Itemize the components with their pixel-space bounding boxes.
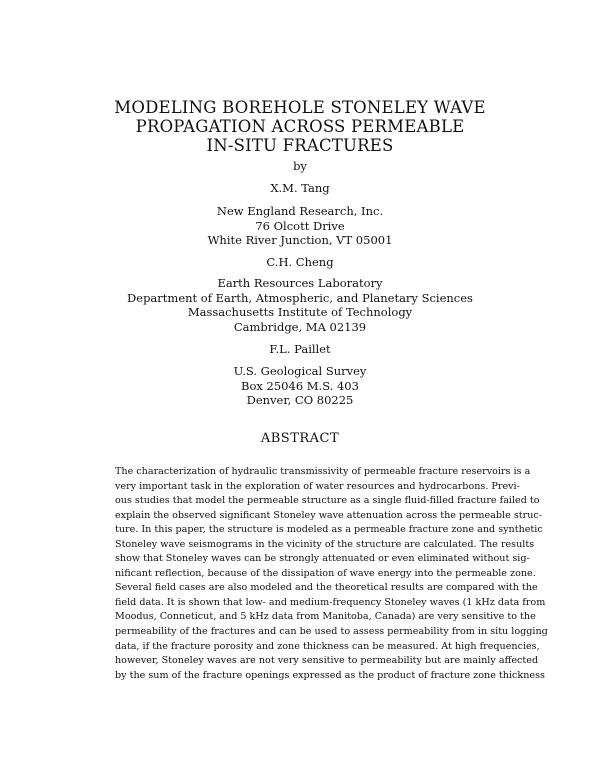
abstract-line: nificant reflection, because of the dissipation of wave energy into the permeable zone. bbox=[115, 567, 536, 579]
title-line: IN-SITU FRACTURES bbox=[206, 136, 394, 155]
title-line: PROPAGATION ACROSS PERMEABLE bbox=[135, 117, 465, 136]
author-affiliation bbox=[0, 204, 600, 248]
abstract-line: however, Stoneley waves are not very sensitive to permeability but are mainly affected bbox=[115, 655, 539, 667]
abstract-line: field data. It is shown that low- and medium-frequency Stoneley waves (1 kHz data from bbox=[115, 596, 546, 608]
by-line: by bbox=[293, 159, 307, 173]
affiliation-line: Cambridge, MA 02139 bbox=[233, 319, 367, 334]
abstract-body bbox=[115, 465, 548, 683]
abstract-line: very important task in the exploration of water resources and hydrocarbons. Previ- bbox=[115, 480, 520, 492]
abstract-line: explain the observed significant Stoneley wave attenuation across the permeable struc- bbox=[115, 509, 542, 521]
affiliation-line: Department of Earth, Atmospheric, and Planetary Sciences bbox=[127, 290, 473, 305]
affiliation-line: Denver, CO 80225 bbox=[246, 393, 354, 407]
abstract-line: data, if the fracture porosity and zone thickness can be measured. At high frequencies, bbox=[115, 640, 540, 652]
abstract-line: ous studies that model the permeable structure as a single fluid-filled fracture failed to bbox=[115, 495, 540, 507]
affiliation-line: Box 25046 M.S. 403 bbox=[241, 378, 359, 393]
affiliation-line: U.S. Geological Survey bbox=[233, 364, 367, 378]
author-affiliation bbox=[0, 276, 600, 334]
author-name: F.L. Paillet bbox=[269, 342, 331, 356]
abstract-line: Moodus, Conneticut, and 5 kHz data from Manitoba, Canada) are very sensitive to the bbox=[115, 611, 536, 623]
abstract-line: ture. In this paper, the structure is modeled as a permeable fracture zone and synthetic bbox=[115, 524, 543, 536]
paper-title bbox=[0, 98, 600, 155]
abstract-line: Several field cases are also modeled and the theoretical results are compared with the bbox=[115, 582, 538, 594]
abstract-line: by the sum of the fracture openings expressed as the product of fracture zone thickness bbox=[115, 669, 545, 681]
affiliation-line: Earth Resources Laboratory bbox=[217, 276, 383, 290]
affiliation-line: White River Junction, VT 05001 bbox=[207, 233, 393, 247]
abstract-line: permeability of the fractures and can be used to assess permeability from in situ logging bbox=[115, 626, 548, 638]
affiliation-line: Massachusetts Institute of Technology bbox=[187, 305, 413, 319]
author-affiliation bbox=[0, 364, 600, 408]
abstract-heading: ABSTRACT bbox=[260, 431, 340, 446]
abstract-line: Stoneley wave seismograms in the vicinity of the structure are calculated. The results bbox=[115, 538, 535, 550]
abstract-line: The characterization of hydraulic transmissivity of permeable fracture reservoirs is a bbox=[115, 466, 531, 477]
author-name: C.H. Cheng bbox=[266, 255, 334, 269]
abstract-line: show that Stoneley waves can be strongly attenuated or even eliminated without sig- bbox=[115, 553, 530, 565]
author-name: X.M. Tang bbox=[270, 181, 330, 195]
title-line: MODELING BOREHOLE STONELEY WAVE bbox=[114, 98, 486, 117]
affiliation-line: New England Research, Inc. bbox=[216, 204, 384, 218]
affiliation-line: 76 Olcott Drive bbox=[255, 218, 345, 233]
